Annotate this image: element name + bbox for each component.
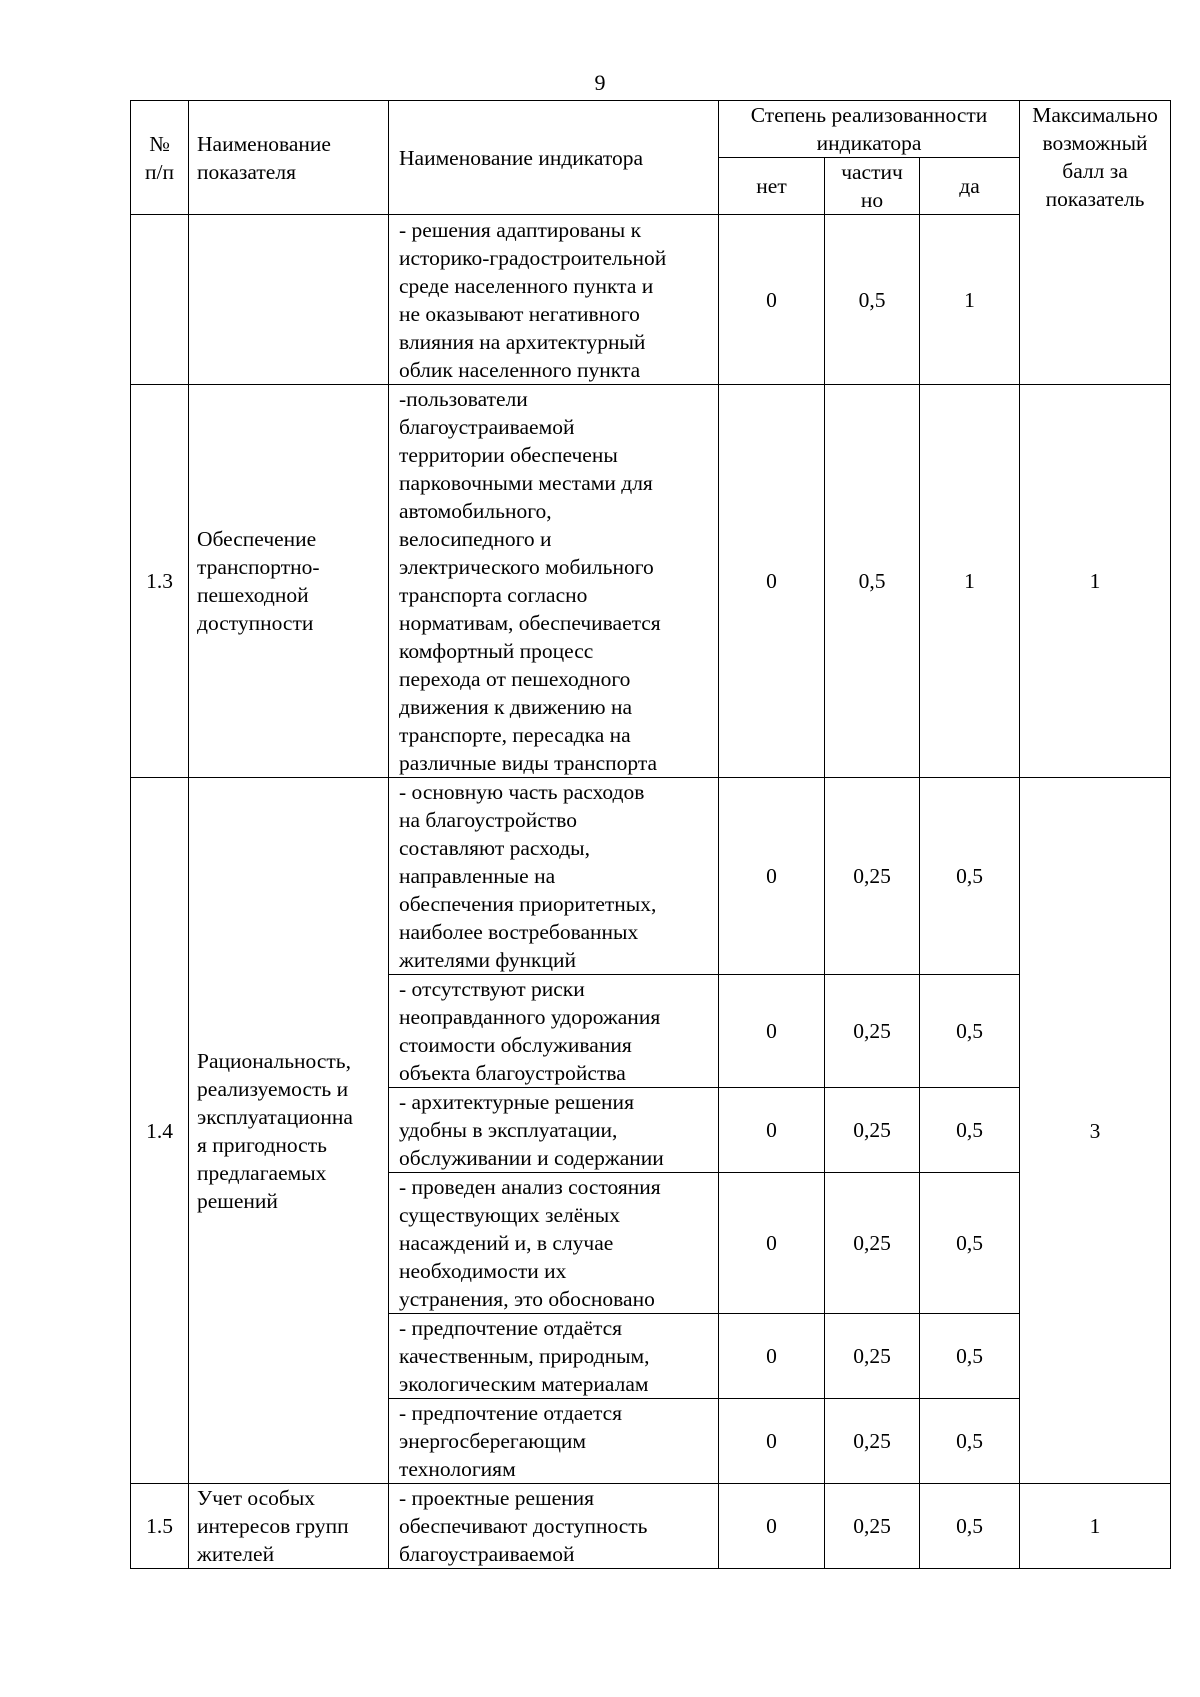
score-partial: 0,25 [825,1173,920,1314]
criterion-line: составляют расходы, [399,836,590,860]
num-cell: 1.3 [131,385,189,778]
criterion-line: технологиям [399,1457,516,1481]
score-no: 0 [719,1088,825,1173]
criterion-line: жителями функций [399,948,577,972]
score-no: 0 [719,1399,825,1484]
criterion-line: неоправданного удорожания [399,1005,661,1029]
criterion-line: движения к движению на [399,695,633,719]
score-yes: 0,5 [920,1314,1020,1399]
score-no: 0 [719,1173,825,1314]
criteria-table [130,100,1171,1569]
score-partial: 0,25 [825,1314,920,1399]
table-row [131,385,1171,778]
criterion-line: качественным, природным, [399,1344,650,1368]
indicator-name-line: транспортно- [197,555,320,579]
indicator-name-line: предлагаемых [197,1160,327,1185]
criterion-line: на благоустройство [399,808,577,832]
score-yes: 0,5 [920,1399,1020,1484]
criterion-line: не оказывают негативного [399,301,640,326]
header-criterion: Наименование индикатора [389,101,719,215]
criterion-line: устранения, это обосновано [399,1287,655,1311]
score-no: 0 [719,385,825,778]
table-row [131,1484,1171,1569]
score-yes: 0,5 [920,1484,1020,1569]
score-no: 0 [719,215,825,385]
score-yes: 0,5 [920,1173,1020,1314]
indicator-name-line: жителей [197,1542,275,1566]
criterion-line: благоустраиваемой [399,415,575,439]
criterion-line: - проведен анализ состояния [399,1175,661,1199]
num-cell: 1.5 [131,1484,189,1569]
indicator-name-cell [189,215,389,385]
indicator-name-line: Рациональность, [197,1048,351,1073]
score-partial: 0,25 [825,1484,920,1569]
criterion-line: обслуживании и содержании [399,1146,664,1170]
criterion-line: насаждений и, в случае [399,1231,614,1255]
header-no: нет [719,158,825,215]
header-num [131,101,189,215]
criterion-line: автомобильного, [399,499,552,523]
score-yes: 0,5 [920,975,1020,1088]
criterion-line: транспорта согласно [399,583,588,607]
header-indicator-name-line: Наименование [197,131,331,156]
num-cell: 1.4 [131,778,189,1484]
score-no: 0 [719,1484,825,1569]
indicator-name-line: интересов групп [197,1514,349,1538]
criterion-line: направленные на [399,864,556,888]
criterion-line: энергосберегающим [399,1429,586,1453]
score-no: 0 [719,1314,825,1399]
criterion-line: экологическим материалам [399,1372,649,1396]
criterion-line: среде населенного пункта и [399,273,654,298]
header-num-line: № [149,131,170,156]
indicator-name-line: Обеспечение [197,527,317,551]
criterion-line: - предпочтение отдаётся [399,1316,623,1340]
criterion-line: парковочными местами для [399,471,653,495]
score-yes: 0,5 [920,778,1020,975]
criterion-line: -пользователи [399,387,528,411]
indicator-name-line: Учет особых [197,1486,316,1510]
criterion-line: велосипедного и [399,527,552,551]
header-max-score [1020,101,1171,385]
criterion-cell [389,1484,719,1569]
score-partial: 0,5 [825,385,920,778]
header-max-line: балл за [1062,159,1128,183]
score-partial: 0,25 [825,1399,920,1484]
max-score-cell: 1 [1020,385,1171,778]
score-partial: 0,25 [825,975,920,1088]
criterion-line: стоимости обслуживания [399,1033,632,1057]
criterion-cell [389,215,719,385]
indicator-name-line: пешеходной [197,583,309,607]
criterion-line: электрического мобильного [399,555,654,579]
score-no: 0 [719,778,825,975]
header-row [131,101,1171,158]
table-row [131,215,1171,385]
header-indicator-name [189,101,389,215]
header-indicator-name-line: показателя [197,159,296,184]
criterion-line: благоустраиваемой [399,1542,575,1566]
header-yes: да [920,158,1020,215]
page-number: 9 [594,70,606,95]
criterion-cell [389,1173,719,1314]
score-partial: 0,25 [825,778,920,975]
criterion-line: обеспечения приоритетных, [399,892,657,916]
criterion-line: существующих зелёных [399,1203,621,1227]
header-partial-line: частич [841,160,903,184]
header-partial-line: но [860,188,884,212]
criterion-line: историко-градостроительной [399,245,667,270]
criterion-cell [389,1088,719,1173]
header-max-line: показатель [1045,187,1145,211]
num-cell [131,215,189,385]
score-no: 0 [719,975,825,1088]
criterion-line: комфортный процесс [399,639,594,663]
score-partial: 0,5 [825,215,920,385]
criterion-line: облик населенного пункта [399,357,641,382]
criterion-cell [389,975,719,1088]
indicator-name-line: реализуемость и [197,1076,349,1101]
criterion-line: влияния на архитектурный [399,329,646,354]
max-score-cell: 1 [1020,1484,1171,1569]
criterion-line: территории обеспечены [399,443,618,467]
criterion-line: наиболее востребованных [399,920,639,944]
score-yes: 1 [920,215,1020,385]
criterion-line: - отсутствуют риски [399,977,585,1001]
criterion-line: - архитектурные решения [399,1090,634,1114]
indicator-name-line: эксплуатационна [197,1104,353,1129]
max-score-cell: 3 [1020,778,1171,1484]
criterion-line: - предпочтение отдается [399,1401,623,1425]
indicator-name-line: доступности [197,611,314,635]
criterion-cell [389,778,719,975]
criterion-line: удобны в эксплуатации, [399,1118,618,1142]
criterion-line: - проектные решения [399,1486,595,1510]
score-yes: 0,5 [920,1088,1020,1173]
criterion-line: - решения адаптированы к [399,217,642,242]
indicator-name-cell [189,778,389,1484]
header-partial [825,158,920,215]
criterion-line: - основную часть расходов [399,780,645,804]
criterion-line: транспорте, пересадка на [399,723,631,747]
criterion-line: объекта благоустройства [399,1061,626,1085]
header-max-line: возможный [1042,131,1148,155]
score-yes: 1 [920,385,1020,778]
criterion-cell [389,1314,719,1399]
criterion-line: различные виды транспорта [399,751,658,775]
criterion-line: перехода от пешеходного [399,667,631,691]
indicator-name-cell [189,1484,389,1569]
table-row [131,778,1171,975]
header-num-line: п/п [145,159,174,184]
score-partial: 0,25 [825,1088,920,1173]
criterion-line: обеспечивают доступность [399,1514,648,1538]
criterion-line: нормативам, обеспечивается [399,611,661,635]
indicator-name-line: я пригодность [197,1132,327,1157]
indicator-name-line: решений [197,1188,278,1213]
criterion-cell [389,1399,719,1484]
criterion-line: необходимости их [399,1259,567,1283]
header-max-line: Максимально [1032,103,1158,127]
header-degree: Степень реализованности индикатора [719,101,1020,158]
criterion-cell [389,385,719,778]
indicator-name-cell [189,385,389,778]
